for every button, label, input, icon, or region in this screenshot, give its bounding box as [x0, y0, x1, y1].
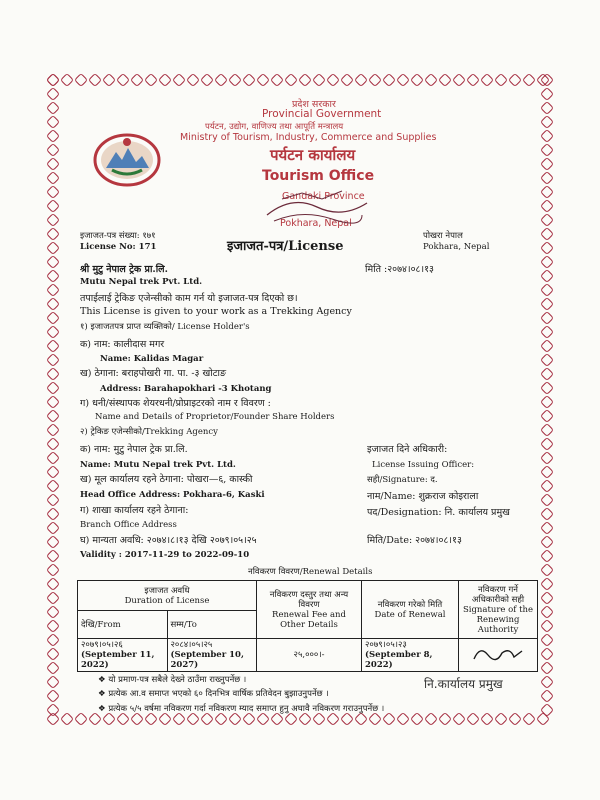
office-head-stamp: नि.कार्यालय प्रमुख: [424, 677, 503, 691]
border-link: [452, 712, 466, 726]
border-link: [144, 712, 158, 726]
border-link: [214, 73, 228, 87]
border-link: [480, 73, 494, 87]
border-link: [540, 605, 554, 619]
note-3: ❖ प्रत्येक ५/५ वर्षमा नविकरण गर्दा नविकरण म्याद समाप्त हुनु अघावै नविकरण गराउनुपर्नेछ ।: [98, 704, 385, 714]
border-link: [540, 479, 554, 493]
border-link: [540, 521, 554, 535]
row-fee: २५,०००।-: [257, 639, 362, 672]
border-link: [540, 661, 554, 675]
note-1: ❖ यो प्रमाण-पत्र सबैले देख्ने ठाउँमा राख्नुपर्नेछ ।: [98, 675, 247, 685]
border-link: [172, 73, 186, 87]
border-link: [46, 493, 60, 507]
border-link: [540, 185, 554, 199]
border-link: [540, 563, 554, 577]
border-link: [46, 437, 60, 451]
border-link: [46, 661, 60, 675]
renewal-table: [77, 580, 538, 672]
table-row: [78, 639, 538, 672]
border-link: [466, 712, 480, 726]
border-link: [186, 712, 200, 726]
border-link: [46, 255, 60, 269]
border-link: [46, 143, 60, 157]
from-header: देखि/From: [78, 611, 168, 639]
border-link: [368, 712, 382, 726]
proprietor-en: Name and Details of Proprietor/Founder Share Holders: [95, 412, 335, 422]
office-stamp-icon: [262, 185, 372, 229]
border-link: [242, 73, 256, 87]
border-link: [46, 591, 60, 605]
head-office-en: Head Office Address: Pokhara-6, Kaski: [80, 490, 265, 500]
border-link: [46, 283, 60, 297]
border-link: [46, 353, 60, 367]
agency-heading: २) ट्रेकिङ एजेन्सीको/Trekking Agency: [80, 427, 218, 437]
border-link: [130, 712, 144, 726]
border-link: [46, 213, 60, 227]
border-link: [540, 549, 554, 563]
border-link: [540, 101, 554, 115]
agency-name-en: Name: Mutu Nepal trek Pvt. Ltd.: [80, 460, 236, 470]
validity-np: घ) मान्यता अवधि: २०७४।८।१३ देखि २०७९।०५।२५: [80, 535, 257, 546]
agency-name-np: क) नाम: मुटु नेपाल ट्रेक प्रा.लि.: [80, 444, 188, 455]
company-np: श्री मुटु नेपाल ट्रेक प्रा.लि.: [80, 264, 168, 275]
header-line-en: Provincial Government: [262, 108, 382, 120]
ministry-np: पर्यटन, उद्योग, वाणिज्य तथा आपूर्ति मन्त्रालय: [205, 122, 344, 132]
border-link: [46, 675, 60, 689]
border-link: [540, 577, 554, 591]
border-link: [540, 689, 554, 703]
border-link: [326, 73, 340, 87]
border-link: [540, 619, 554, 633]
border-link: [540, 703, 554, 717]
border-link: [46, 409, 60, 423]
company-en: Mutu Nepal trek Pvt. Ltd.: [80, 277, 203, 287]
nepal-emblem-icon: [92, 132, 162, 188]
border-link: [46, 479, 60, 493]
border-link: [540, 353, 554, 367]
decorative-border-left: [46, 73, 60, 726]
border-link: [340, 73, 354, 87]
note-2: ❖ प्रत्येक आ.व समाप्त भएको ६० दिनभित्र वार्षिक प्रतिवेदन बुझाउनुपर्नेछ ।: [98, 689, 329, 699]
border-link: [424, 73, 438, 87]
border-link: [46, 297, 60, 311]
border-link: [60, 73, 74, 87]
row-date: २०७९।०५।२३ (September 8, 2022): [362, 639, 459, 672]
border-link: [396, 712, 410, 726]
location: Pokhara, Nepal: [280, 218, 352, 229]
border-link: [540, 241, 554, 255]
decorative-border-right: [540, 73, 554, 726]
decorative-border-top: [46, 73, 554, 87]
border-link: [46, 269, 60, 283]
border-link: [424, 712, 438, 726]
border-link: [46, 101, 60, 115]
border-link: [540, 87, 554, 101]
border-link: [340, 712, 354, 726]
holder-address-np: ख) ठेगाना: बराहपोखरी गा. पा. -३ खोटाङ: [80, 368, 227, 379]
border-link: [46, 465, 60, 479]
office-np: पर्यटन कार्यालय: [270, 146, 356, 164]
border-link: [540, 535, 554, 549]
border-link: [46, 185, 60, 199]
border-link: [480, 712, 494, 726]
border-link: [540, 465, 554, 479]
border-link: [172, 712, 186, 726]
border-link: [46, 241, 60, 255]
border-link: [46, 703, 60, 717]
border-link: [116, 73, 130, 87]
fee-header: नविकरण दस्तुर तथा अन्य विवरण Renewal Fee and Other Details: [257, 581, 362, 639]
border-link: [158, 73, 172, 87]
decorative-border-bottom: [46, 712, 554, 726]
border-link: [452, 73, 466, 87]
issue-date: मिति :२०७४।०८।१३: [365, 264, 434, 275]
officer-date: मिति/Date: २०७४।०८।१३: [367, 535, 462, 546]
border-link: [540, 199, 554, 213]
border-link: [46, 633, 60, 647]
border-link: [46, 563, 60, 577]
border-link: [186, 73, 200, 87]
border-link: [46, 451, 60, 465]
border-link: [46, 605, 60, 619]
holder-name-np: क) नाम: कालीदास मगर: [80, 339, 165, 350]
border-link: [540, 171, 554, 185]
validity-en: Validity : 2017-11-29 to 2022-09-10: [80, 550, 250, 560]
border-link: [256, 712, 270, 726]
row-from: २०७९।०५।२६ (September 11, 2022): [78, 639, 168, 672]
border-link: [494, 712, 508, 726]
head-office-np: ख) मूल कार्यालय रहने ठेगाना: पोखरा—६, कास्की: [80, 474, 253, 485]
branch-np: ग) शाखा कार्यालय रहने ठेगाना:: [80, 505, 189, 516]
border-link: [540, 381, 554, 395]
holder-address-en: Address: Barahapokhari -3 Khotang: [100, 384, 272, 394]
border-link: [88, 712, 102, 726]
officer-heading-en: License Issuing Officer:: [372, 460, 475, 470]
border-link: [214, 712, 228, 726]
border-link: [298, 712, 312, 726]
border-link: [46, 381, 60, 395]
border-link: [158, 712, 172, 726]
border-link: [540, 647, 554, 661]
border-link: [46, 227, 60, 241]
border-link: [46, 535, 60, 549]
place-en: Pokhara, Nepal: [423, 242, 490, 252]
border-link: [540, 409, 554, 423]
border-link: [540, 129, 554, 143]
border-link: [228, 712, 242, 726]
border-link: [410, 73, 424, 87]
border-link: [540, 633, 554, 647]
authority-header: नविकरण गर्ने अधिकारीको सही Signature of the Renewing Authority: [459, 581, 538, 639]
officer-designation: पद/Designation: नि. कार्यालय प्रमुख: [367, 507, 510, 518]
to-header: सम्म/To: [167, 611, 257, 639]
renewal-caption: नविकरण विवरण/Renewal Details: [248, 567, 373, 577]
border-link: [60, 712, 74, 726]
border-link: [466, 73, 480, 87]
border-link: [46, 619, 60, 633]
border-link: [410, 712, 424, 726]
officer-name: नाम/Name: शुक्रराज कोइराला: [367, 491, 479, 502]
border-link: [382, 712, 396, 726]
border-link: [144, 73, 158, 87]
signature-icon: [470, 643, 526, 665]
border-link: [46, 325, 60, 339]
border-link: [102, 712, 116, 726]
border-link: [46, 647, 60, 661]
border-link: [46, 171, 60, 185]
border-link: [540, 255, 554, 269]
border-link: [540, 297, 554, 311]
border-link: [46, 199, 60, 213]
border-link: [46, 507, 60, 521]
border-link: [46, 521, 60, 535]
border-link: [46, 339, 60, 353]
border-link: [508, 73, 522, 87]
border-link: [540, 493, 554, 507]
proprietor-np: ग) धनी/संस्थापक शेयरधनी/प्रोप्राइटरको नाम र विवरण :: [80, 398, 271, 409]
border-link: [102, 73, 116, 87]
border-link: [540, 507, 554, 521]
date-header: नविकरण गरेको मिति Date of Renewal: [362, 581, 459, 639]
branch-en: Branch Office Address: [80, 520, 177, 530]
border-link: [116, 712, 130, 726]
border-link: [540, 73, 554, 87]
border-link: [270, 712, 284, 726]
border-link: [540, 423, 554, 437]
border-link: [540, 451, 554, 465]
border-link: [46, 157, 60, 171]
border-link: [522, 73, 536, 87]
border-link: [74, 712, 88, 726]
border-link: [382, 73, 396, 87]
border-link: [228, 73, 242, 87]
intro-en: This License is given to your work as a Trekking Agency: [80, 306, 352, 317]
border-link: [540, 339, 554, 353]
license-number-en: License No: 171: [80, 242, 157, 252]
license-number-np: इजाजत-पत्र संख्या: १७१: [80, 231, 156, 241]
border-link: [242, 712, 256, 726]
duration-header: इजाजत अवधि Duration of License: [78, 581, 257, 611]
holder-name-en: Name: Kalidas Magar: [100, 354, 204, 364]
border-link: [540, 437, 554, 451]
border-link: [46, 367, 60, 381]
border-link: [540, 325, 554, 339]
border-link: [46, 423, 60, 437]
holder-heading: १) इजाजतपत्र प्राप्त व्यक्तिको/ License Holder's: [80, 322, 250, 332]
border-link: [354, 73, 368, 87]
border-link: [354, 712, 368, 726]
border-link: [46, 87, 60, 101]
border-link: [540, 269, 554, 283]
border-link: [256, 73, 270, 87]
border-link: [46, 395, 60, 409]
border-link: [312, 73, 326, 87]
border-link: [312, 712, 326, 726]
border-link: [540, 143, 554, 157]
officer-heading-np: इजाजत दिने अधिकारी:: [367, 444, 448, 455]
border-link: [326, 712, 340, 726]
border-link: [540, 675, 554, 689]
border-link: [438, 712, 452, 726]
border-link: [46, 73, 60, 87]
border-link: [368, 73, 382, 87]
row-to: २०८४।०५।२५ (September 10, 2027): [167, 639, 257, 672]
border-link: [200, 73, 214, 87]
border-link: [46, 689, 60, 703]
border-link: [540, 227, 554, 241]
border-link: [494, 73, 508, 87]
office-en: Tourism Office: [262, 168, 375, 184]
border-link: [540, 367, 554, 381]
border-link: [540, 395, 554, 409]
border-link: [200, 712, 214, 726]
border-link: [298, 73, 312, 87]
border-link: [46, 115, 60, 129]
border-link: [438, 73, 452, 87]
border-link: [46, 311, 60, 325]
border-link: [130, 73, 144, 87]
border-link: [284, 712, 298, 726]
border-link: [46, 577, 60, 591]
intro-np: तपाईलाई ट्रेकिङ एजेन्सीको काम गर्न यो इजाजत-पत्र दिएको छ।: [80, 293, 298, 304]
border-link: [522, 712, 536, 726]
border-link: [540, 115, 554, 129]
border-link: [540, 283, 554, 297]
border-link: [396, 73, 410, 87]
border-link: [540, 311, 554, 325]
ministry-en: Ministry of Tourism, Industry, Commerce and Supplies: [180, 132, 437, 143]
border-link: [46, 129, 60, 143]
border-link: [540, 591, 554, 605]
license-title: इजाजत-पत्र/License: [227, 239, 344, 254]
officer-signature: सही/Signature: द.: [367, 475, 438, 485]
place-np: पोखरा नेपाल: [423, 231, 463, 241]
border-link: [284, 73, 298, 87]
row-signature: [459, 639, 538, 672]
border-link: [540, 213, 554, 227]
border-link: [88, 73, 102, 87]
border-link: [508, 712, 522, 726]
province: Gandaki Province: [282, 191, 365, 202]
border-link: [46, 549, 60, 563]
border-link: [540, 157, 554, 171]
border-link: [270, 73, 284, 87]
header-line-np: प्रदेश सरकार: [292, 99, 336, 110]
border-link: [74, 73, 88, 87]
